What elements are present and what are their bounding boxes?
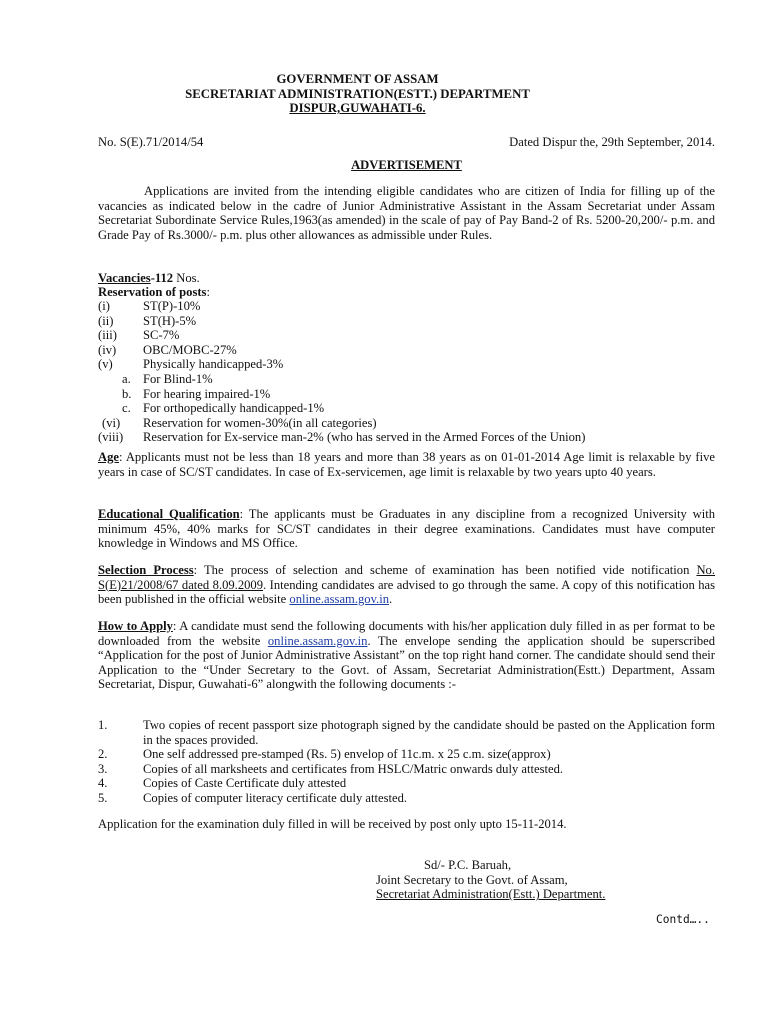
selection-paragraph <box>98 563 715 607</box>
list-item-text: ST(P)-10% <box>143 299 201 313</box>
closing-statement: Application for the examination duly filled in will be received by post only upto 15-11-2014. <box>98 817 567 831</box>
list-item-text: Copies of all marksheets and certificates from HSLC/Matric onwards duly attested. <box>143 761 564 776</box>
how-to-apply-text: : A candidate must send the following documents with his/her application duly filled in as per format to be downloaded from the website <box>98 619 716 648</box>
list-item-text: Reservation for Ex-service man-2% (who has served in the Armed Forces of the Union) <box>143 430 586 445</box>
website-link[interactable]: online.assam.gov.in <box>289 592 389 607</box>
how-to-apply-text-cont: . The envelope sending the application should be superscribed “Application for the post of Junior Administrative Assistant” on the top right hand corner. The candidate should send their Application to the “Under Secretary to the Govt. of Assam, Secretariat Administration(Estt.) Department, Assam Secretariat, Dispur, Guwahati-6” alongwith the following documents :- <box>98 633 716 692</box>
reference-number: No. S(E).71/2014/54 <box>98 135 204 149</box>
selection-text-end: . <box>389 592 393 607</box>
list-item-number: (iv) <box>98 342 117 357</box>
header-department: SECRETARIAT ADMINISTRATION(ESTT.) DEPARTMENT <box>185 86 530 101</box>
list-item-number: (i) <box>98 299 110 313</box>
letterhead <box>100 72 615 116</box>
education-text: : The applicants must be Graduates in any discipline from a recognized University with minimum 45%, 40% marks for SC/ST candidates in their degree examinations. Candidates must have computer knowledge in Windows and MS Office. <box>98 507 715 551</box>
reservation-heading-text: Reservation of posts <box>98 285 207 299</box>
selection-label: Selection Process <box>98 563 194 577</box>
list-item-text: SC-7% <box>143 328 180 343</box>
vacancies-count: -112 <box>150 271 174 285</box>
age-paragraph <box>98 450 715 479</box>
list-item-number: 3. <box>98 761 108 776</box>
sub-list-item-letter: c. <box>122 401 131 416</box>
how-to-apply-label: How to Apply <box>98 619 173 633</box>
sub-list-item-letter: b. <box>122 386 132 401</box>
signature-designation: Joint Secretary to the Govt. of Assam, <box>376 872 568 887</box>
reference-date: Dated Dispur the, 29th September, 2014. <box>509 135 715 149</box>
sub-list-item-text: For Blind-1% <box>143 372 213 386</box>
vacancies-line <box>98 271 200 286</box>
education-label: Educational Qualification <box>98 507 240 521</box>
list-item-number: (iii) <box>98 328 117 343</box>
intro-paragraph <box>98 184 715 242</box>
list-item-text: Copies of Caste Certificate duly attested <box>143 776 347 791</box>
list-item-text: Two copies of recent passport size photograph signed by the candidate should be pasted on the Application form in the spaces provided. <box>143 718 715 747</box>
list-item-text: Physically handicapped-3% <box>143 357 284 372</box>
sub-list-item-text: For hearing impaired-1% <box>143 386 271 401</box>
age-text: : Applicants must not be less than 18 years and more than 38 years as on 01-01-2014 Age limit is relaxable by five years in case of SC/ST candidates. In case of Ex-servicemen, age limit is relaxable by two years upto 40 years. <box>98 450 715 479</box>
list-item-number: 4. <box>98 776 108 791</box>
list-item-number: (ii) <box>98 313 114 328</box>
sub-list-item-text: For orthopedically handicapped-1% <box>143 401 325 416</box>
vacancies-suffix: Nos. <box>173 271 200 285</box>
continued-marker: Contd….. <box>656 913 710 926</box>
list-item-text: Copies of computer literacy certificate duly attested. <box>143 791 408 805</box>
notification-reference: No. S(E)21/2008/67 dated 8.09.2009 <box>98 563 715 592</box>
list-item-number: 5. <box>98 791 108 805</box>
header-government: GOVERNMENT OF ASSAM <box>276 72 439 86</box>
vacancies-label: Vacancies <box>98 271 151 285</box>
document-title: ADVERTISEMENT <box>351 158 462 172</box>
intro-text: Applications are invited from the intending eligible candidates who are citizen of India for filling up of the vacancies as indicated below in the cadre of Junior Administrative Assistant in the Assam Secretariat under Assam Secretariat Subordinate Service Rules,1963(as amended) in the scale of pay of Pay Band-2 of Rs. 5200-20,200/- p.m. and Grade Pay of Rs.3000/- p.m. plus other allowances as admissible under Rules. <box>98 184 715 242</box>
list-item-number: (viii) <box>98 430 124 445</box>
reservation-heading-colon: : <box>206 285 210 299</box>
list-item-number: 2. <box>98 747 108 762</box>
age-label: Age <box>98 450 119 464</box>
signature-block <box>370 858 670 902</box>
selection-text-cont: . Intending candidates are advised to go through the same. A copy of this notification has been published in the official website <box>98 577 716 607</box>
list-item-number: (vi) <box>102 415 121 430</box>
list-item-text: One self addressed pre-stamped (Rs. 5) envelop of 11c.m. x 25 c.m. size(approx) <box>143 747 551 762</box>
list-item-number: 1. <box>98 718 108 732</box>
list-item-text: Reservation for women-30%(in all categories) <box>143 415 377 430</box>
signature-department: Secretariat Administration(Estt.) Department. <box>376 887 606 902</box>
signature-name: Sd/- P.C. Baruah, <box>424 858 512 872</box>
education-paragraph <box>98 507 715 551</box>
list-item-text: ST(H)-5% <box>143 313 197 328</box>
header-address: DISPUR,GUWAHATI-6. <box>289 101 426 115</box>
sub-list-item-letter: a. <box>122 372 131 386</box>
website-link[interactable]: online.assam.gov.in <box>267 633 368 648</box>
reservation-heading <box>98 285 210 300</box>
list-item-text: OBC/MOBC-27% <box>143 342 237 357</box>
how-to-apply-paragraph <box>98 619 715 692</box>
list-item-number: (v) <box>98 357 113 372</box>
selection-text: : The process of selection and scheme of examination has been notified vide notification <box>193 563 697 577</box>
